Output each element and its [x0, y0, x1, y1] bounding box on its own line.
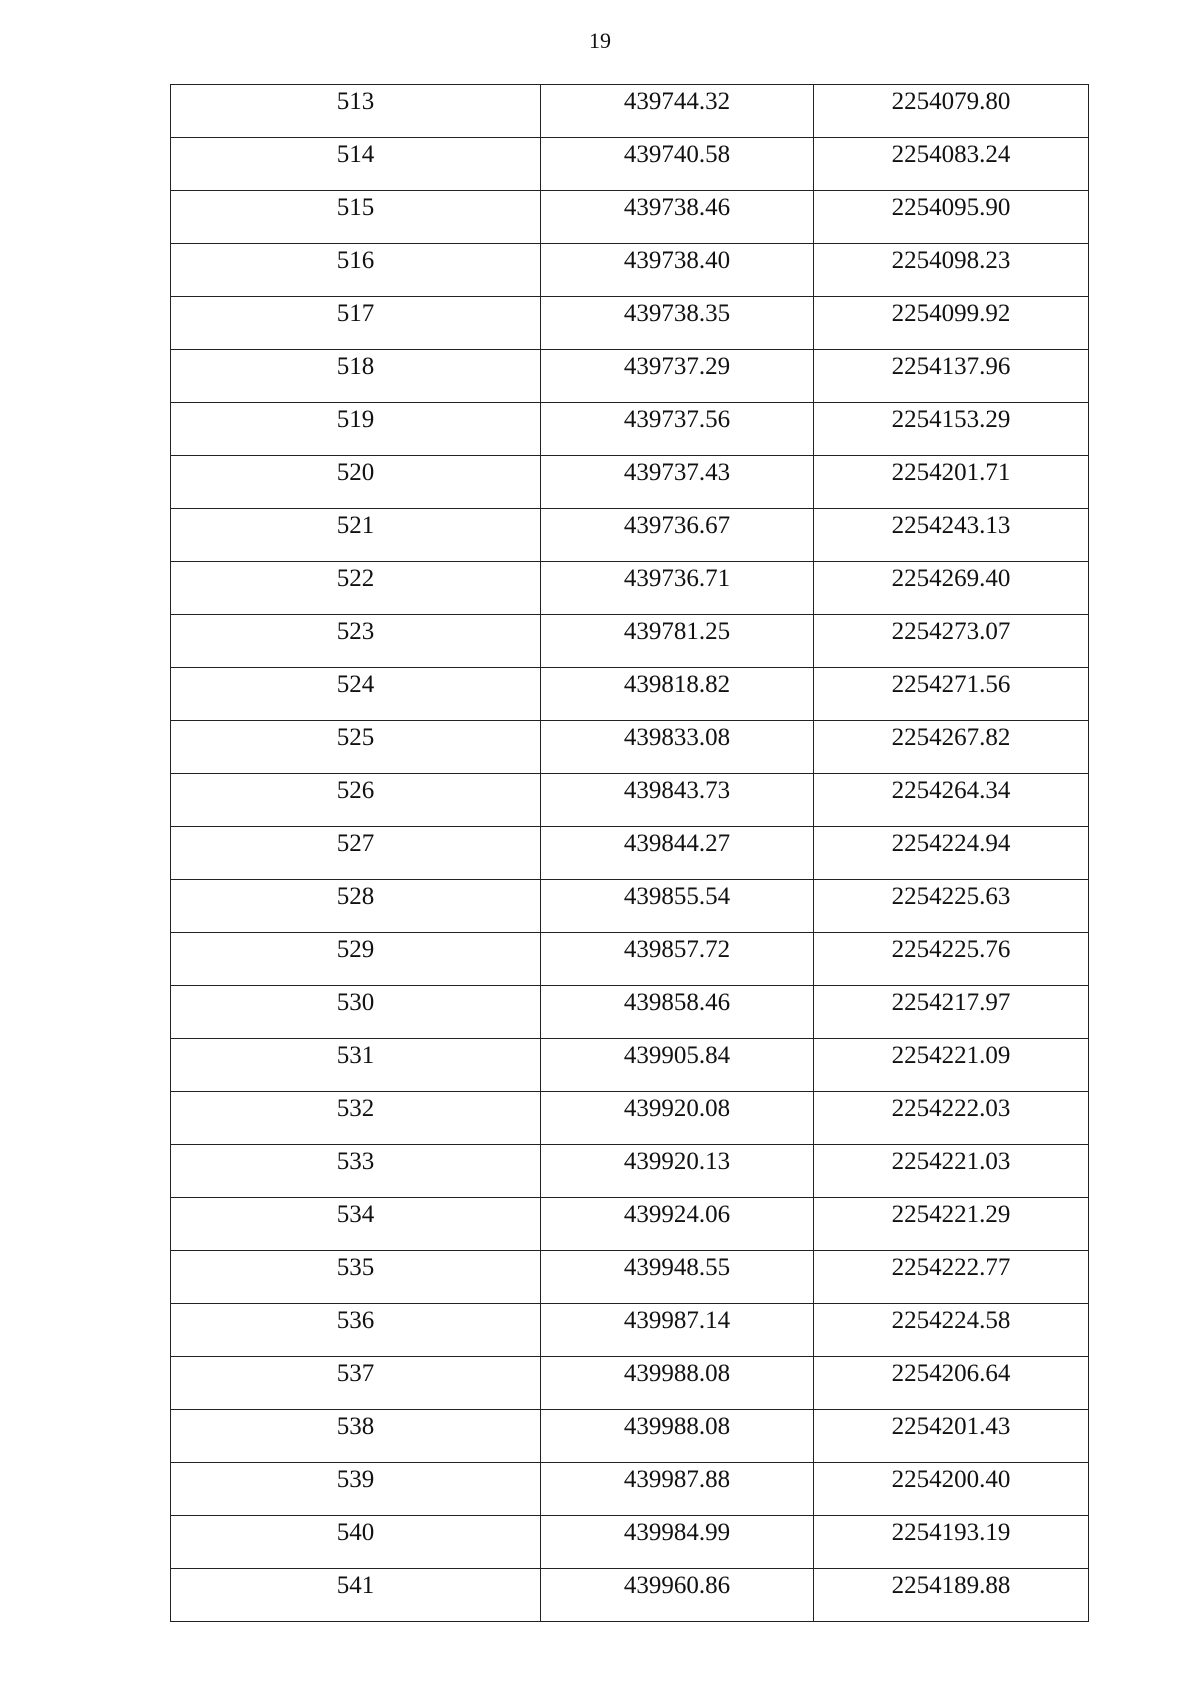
- y-coordinate-cell: 2254224.58: [814, 1304, 1089, 1357]
- y-coordinate-cell: 2254095.90: [814, 191, 1089, 244]
- y-coordinate-cell: 2254083.24: [814, 138, 1089, 191]
- y-coordinate-cell: 2254153.29: [814, 403, 1089, 456]
- table-row: [171, 827, 1089, 880]
- y-coordinate-cell: 2254200.40: [814, 1463, 1089, 1516]
- y-coordinate-cell: 2254221.29: [814, 1198, 1089, 1251]
- x-coordinate-cell: 439960.86: [541, 1569, 814, 1622]
- x-coordinate-cell: 439737.29: [541, 350, 814, 403]
- x-coordinate-cell: 439857.72: [541, 933, 814, 986]
- y-coordinate-cell: 2254264.34: [814, 774, 1089, 827]
- table-row: [171, 986, 1089, 1039]
- point-number-cell: 535: [171, 1251, 541, 1304]
- page-number: 19: [589, 28, 611, 53]
- y-coordinate-cell: 2254189.88: [814, 1569, 1089, 1622]
- x-coordinate-cell: 439988.08: [541, 1357, 814, 1410]
- point-number-cell: 525: [171, 721, 541, 774]
- y-coordinate-cell: 2254137.96: [814, 350, 1089, 403]
- x-coordinate-cell: 439740.58: [541, 138, 814, 191]
- point-number-cell: 533: [171, 1145, 541, 1198]
- y-coordinate-cell: 2254201.43: [814, 1410, 1089, 1463]
- y-coordinate-cell: 2254201.71: [814, 456, 1089, 509]
- table-row: [171, 562, 1089, 615]
- table-row: [171, 880, 1089, 933]
- x-coordinate-cell: 439744.32: [541, 85, 814, 138]
- point-number-cell: 516: [171, 244, 541, 297]
- point-number-cell: 515: [171, 191, 541, 244]
- table-row: [171, 1569, 1089, 1622]
- x-coordinate-cell: 439818.82: [541, 668, 814, 721]
- point-number-cell: 529: [171, 933, 541, 986]
- table-row: [171, 615, 1089, 668]
- table-row: [171, 1357, 1089, 1410]
- coordinates-table-body: [171, 85, 1089, 1622]
- x-coordinate-cell: 439987.14: [541, 1304, 814, 1357]
- x-coordinate-cell: 439924.06: [541, 1198, 814, 1251]
- coordinates-table: [170, 84, 1089, 1622]
- point-number-cell: 517: [171, 297, 541, 350]
- point-number-cell: 521: [171, 509, 541, 562]
- y-coordinate-cell: 2254267.82: [814, 721, 1089, 774]
- point-number-cell: 541: [171, 1569, 541, 1622]
- y-coordinate-cell: 2254099.92: [814, 297, 1089, 350]
- point-number-cell: 539: [171, 1463, 541, 1516]
- table-row: [171, 1463, 1089, 1516]
- x-coordinate-cell: 439987.88: [541, 1463, 814, 1516]
- table-row: [171, 191, 1089, 244]
- table-row: [171, 1516, 1089, 1569]
- x-coordinate-cell: 439843.73: [541, 774, 814, 827]
- table-row: [171, 1410, 1089, 1463]
- table-row: [171, 244, 1089, 297]
- point-number-cell: 534: [171, 1198, 541, 1251]
- table-row: [171, 1092, 1089, 1145]
- y-coordinate-cell: 2254222.03: [814, 1092, 1089, 1145]
- x-coordinate-cell: 439988.08: [541, 1410, 814, 1463]
- table-row: [171, 403, 1089, 456]
- point-number-cell: 524: [171, 668, 541, 721]
- point-number-cell: 536: [171, 1304, 541, 1357]
- y-coordinate-cell: 2254221.09: [814, 1039, 1089, 1092]
- table-row: [171, 509, 1089, 562]
- table-row: [171, 721, 1089, 774]
- table-row: [171, 933, 1089, 986]
- point-number-cell: 519: [171, 403, 541, 456]
- x-coordinate-cell: 439781.25: [541, 615, 814, 668]
- table-row: [171, 138, 1089, 191]
- y-coordinate-cell: 2254243.13: [814, 509, 1089, 562]
- point-number-cell: 526: [171, 774, 541, 827]
- table-row: [171, 1304, 1089, 1357]
- point-number-cell: 523: [171, 615, 541, 668]
- table-row: [171, 85, 1089, 138]
- point-number-cell: 528: [171, 880, 541, 933]
- point-number-cell: 514: [171, 138, 541, 191]
- table-row: [171, 1198, 1089, 1251]
- y-coordinate-cell: 2254273.07: [814, 615, 1089, 668]
- table-row: [171, 1145, 1089, 1198]
- point-number-cell: 522: [171, 562, 541, 615]
- x-coordinate-cell: 439984.99: [541, 1516, 814, 1569]
- table-row: [171, 774, 1089, 827]
- x-coordinate-cell: 439736.67: [541, 509, 814, 562]
- point-number-cell: 527: [171, 827, 541, 880]
- table-row: [171, 1251, 1089, 1304]
- x-coordinate-cell: 439948.55: [541, 1251, 814, 1304]
- point-number-cell: 520: [171, 456, 541, 509]
- y-coordinate-cell: 2254079.80: [814, 85, 1089, 138]
- y-coordinate-cell: 2254206.64: [814, 1357, 1089, 1410]
- y-coordinate-cell: 2254269.40: [814, 562, 1089, 615]
- y-coordinate-cell: 2254222.77: [814, 1251, 1089, 1304]
- y-coordinate-cell: 2254225.63: [814, 880, 1089, 933]
- point-number-cell: 537: [171, 1357, 541, 1410]
- y-coordinate-cell: 2254217.97: [814, 986, 1089, 1039]
- point-number-cell: 513: [171, 85, 541, 138]
- y-coordinate-cell: 2254098.23: [814, 244, 1089, 297]
- point-number-cell: 531: [171, 1039, 541, 1092]
- point-number-cell: 532: [171, 1092, 541, 1145]
- x-coordinate-cell: 439920.08: [541, 1092, 814, 1145]
- y-coordinate-cell: 2254221.03: [814, 1145, 1089, 1198]
- x-coordinate-cell: 439833.08: [541, 721, 814, 774]
- x-coordinate-cell: 439844.27: [541, 827, 814, 880]
- y-coordinate-cell: 2254193.19: [814, 1516, 1089, 1569]
- table-row: [171, 1039, 1089, 1092]
- table-row: [171, 456, 1089, 509]
- x-coordinate-cell: 439737.43: [541, 456, 814, 509]
- x-coordinate-cell: 439858.46: [541, 986, 814, 1039]
- point-number-cell: 518: [171, 350, 541, 403]
- table-row: [171, 350, 1089, 403]
- y-coordinate-cell: 2254224.94: [814, 827, 1089, 880]
- y-coordinate-cell: 2254225.76: [814, 933, 1089, 986]
- x-coordinate-cell: 439738.40: [541, 244, 814, 297]
- x-coordinate-cell: 439738.35: [541, 297, 814, 350]
- x-coordinate-cell: 439920.13: [541, 1145, 814, 1198]
- table-row: [171, 297, 1089, 350]
- point-number-cell: 540: [171, 1516, 541, 1569]
- table-row: [171, 668, 1089, 721]
- x-coordinate-cell: 439855.54: [541, 880, 814, 933]
- y-coordinate-cell: 2254271.56: [814, 668, 1089, 721]
- x-coordinate-cell: 439737.56: [541, 403, 814, 456]
- x-coordinate-cell: 439905.84: [541, 1039, 814, 1092]
- point-number-cell: 530: [171, 986, 541, 1039]
- x-coordinate-cell: 439736.71: [541, 562, 814, 615]
- point-number-cell: 538: [171, 1410, 541, 1463]
- x-coordinate-cell: 439738.46: [541, 191, 814, 244]
